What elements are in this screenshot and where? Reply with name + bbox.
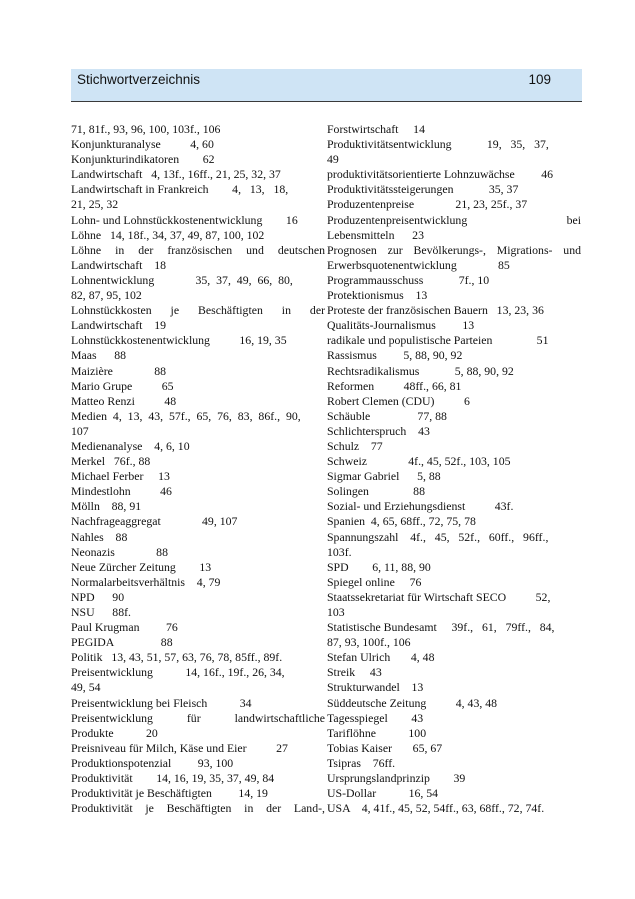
index-entry-line: Produktivitätsentwicklung 19, 35, 37, [327, 137, 549, 152]
index-entry-line: Strukturwandel 13 [327, 680, 424, 695]
index-entry-line: Spannungszahl 4f., 45, 52f., 60ff., 96ff., [327, 529, 549, 544]
index-entry-line: Matteo Renzi 48 [71, 393, 177, 408]
index-entry-line: Statistische Bundesamt 39f., 61, 79ff., 84, [327, 620, 555, 635]
index-entry-line: 103 [327, 605, 345, 619]
index-entry-line: Preisentwicklung bei Fleisch 34 [71, 695, 252, 710]
index-entry-line: Maizière 88 [71, 363, 167, 378]
index-entry-line: Süddeutsche Zeitung 4, 43, 48 [327, 695, 498, 710]
index-entry-line: Spiegel online 76 [327, 574, 422, 589]
index-entry-line: Sozial- und Erziehungsdienst 43f. [327, 499, 514, 514]
index-entry-line: Preisentwicklung 14, 16f., 19f., 26, 34, [71, 665, 285, 680]
index-entry-line: Streik 43 [327, 665, 382, 680]
index-entry-line: Lebensmitteln 23 [327, 227, 424, 242]
index-entry-line: Löhne 14, 18f., 34, 37, 49, 87, 100, 102 [71, 227, 265, 242]
index-entry-line: USA 4, 41f., 45, 52, 54ff., 63, 68ff., 72, 74f. [327, 801, 545, 816]
index-entry-line: Robert Clemen (CDU) 6 [327, 393, 470, 408]
index-entry-line: Konjunkturanalyse 4, 60 [71, 137, 214, 152]
index-entry-line: Produktionspotenzial 93, 100 [71, 755, 234, 770]
index-entry-line: Protektionismus 13 [327, 288, 428, 303]
index-entry-line: 49 [327, 152, 339, 167]
index-entry-line: Reformen 48ff., 66, 81 [327, 378, 462, 393]
index-entry-line: produktivitätsorientierte Lohnzuwächse 46 [327, 167, 554, 182]
index-entry-line: Qualitäts-Journalismus 13 [327, 318, 475, 333]
index-entry-line: Ursprungslandprinzip 39 [327, 771, 466, 786]
index-entry-line: Preisentwicklung für landwirtschaftliche [71, 710, 325, 725]
index-entry-line: Landwirtschaft 19 [71, 318, 167, 333]
index-entry-line: 82, 87, 95, 102 [71, 288, 142, 303]
index-entry-line: Tobias Kaiser 65, 67 [327, 740, 443, 755]
index-entry-line: Lohnstückkosten je Beschäftigten in der [71, 303, 325, 318]
index-entry-line: Nachfrageaggregat 49, 107 [71, 514, 238, 529]
index-entry-line: Produzentenpreise 21, 23, 25f., 37 [327, 197, 528, 212]
index-entry-line: Maas 88 [71, 348, 127, 363]
index-entry-line: Lohnentwicklung 35, 37, 49, 66, 80, [71, 272, 293, 287]
index-entry-line: 49, 54 [71, 680, 101, 695]
index-entry-line: Preisniveau für Milch, Käse und Eier 27 [71, 740, 288, 755]
index-entry-line: Neonazis 88 [71, 544, 168, 559]
index-entry-line: Paul Krugman 76 [71, 620, 178, 635]
index-entry-line: radikale und populistische Parteien 51 [327, 333, 549, 348]
index-entry-line: PEGIDA 88 [71, 635, 173, 650]
index-entry-line: Prognosen zur Bevölkerungs-, Migrations- und [327, 242, 581, 257]
index-entry-line: Tagesspiegel 43 [327, 710, 424, 725]
index-entry-line: Proteste der französischen Bauern 13, 23, 36 [327, 303, 544, 318]
index-entry-line: Schweiz 4f., 45, 52f., 103, 105 [327, 454, 511, 469]
index-entry-line: Lohnstückkostenentwicklung 16, 19, 35 [71, 333, 287, 348]
index-entry-line: Sigmar Gabriel 5, 88 [327, 469, 441, 484]
index-entry-line: Schäuble 77, 88 [327, 408, 447, 423]
index-entry-line: Neue Zürcher Zeitung 13 [71, 559, 212, 574]
index-entry-line: NSU 88f. [71, 605, 131, 619]
index-entry-line: Landwirtschaft 4, 13f., 16ff., 21, 25, 32, 37 [71, 167, 281, 182]
index-entry-line: Produktivitätssteigerungen 35, 37 [327, 182, 519, 197]
index-column-left [71, 122, 325, 816]
index-entry-line: Schulz 77 [327, 438, 383, 453]
index-entry-line: Konjunkturindikatoren 62 [71, 152, 215, 167]
index-entry-line: Tsipras 76ff. [327, 755, 396, 770]
index-entry-line: Produzentenpreisentwicklung bei [327, 212, 581, 227]
index-entry-line: Produktivität 14, 16, 19, 35, 37, 49, 84 [71, 771, 275, 786]
page-number: 109 [528, 72, 551, 87]
index-entry-line: Stefan Ulrich 4, 48 [327, 650, 435, 665]
index-entry-line: Normalarbeitsverhältnis 4, 79 [71, 574, 221, 589]
index-entry-line: Schlichterspruch 43 [327, 423, 430, 438]
index-entry-line: Landwirtschaft 18 [71, 257, 167, 272]
index-entry-line: SPD 6, 11, 88, 90 [327, 559, 431, 574]
index-column-right [327, 122, 581, 816]
index-entry-line: Politik 13, 43, 51, 57, 63, 76, 78, 85ff., 89f. [71, 650, 283, 665]
index-entry-line: Produkte 20 [71, 725, 158, 740]
index-entry-line: Landwirtschaft in Frankreich 4, 13, 18, [71, 182, 289, 197]
index-entry-line: Löhne in der französischen und deutschen [71, 242, 325, 257]
index-entry-line: 103f. [327, 544, 352, 559]
index-entry-line: Nahles 88 [71, 529, 128, 544]
index-entry-line: Medien 4, 13, 43, 57f., 65, 76, 83, 86f., 90, [71, 408, 301, 423]
index-entry-line: Produktivität je Beschäftigten in der Land-, [71, 801, 325, 816]
index-entry-line: Lohn- und Lohnstückkostenentwicklung 16 [71, 212, 298, 227]
index-entry-line: Rechtsradikalismus 5, 88, 90, 92 [327, 363, 514, 378]
index-entry-line: Tariflöhne 100 [327, 725, 427, 740]
index-entry-line: Spanien 4, 65, 68ff., 72, 75, 78 [327, 514, 476, 529]
index-entry-line: Mölln 88, 91 [71, 499, 142, 514]
index-entry-line: Produktivität je Beschäftigten 14, 19 [71, 786, 268, 801]
index-entry-line: 71, 81f., 93, 96, 100, 103f., 106 [71, 122, 221, 136]
index-entry-line: Medienanalyse 4, 6, 10 [71, 438, 190, 453]
index-entry-line: Mario Grupe 65 [71, 378, 174, 393]
index-entry-line: 87, 93, 100f., 106 [327, 635, 411, 650]
index-entry-line: 21, 25, 32 [71, 197, 119, 212]
index-entry-line: Rassismus 5, 88, 90, 92 [327, 348, 463, 363]
index-entry-line: Programmausschuss 7f., 10 [327, 272, 490, 287]
index-entry-line: Merkel 76f., 88 [71, 454, 151, 469]
running-header [71, 69, 582, 102]
index-entry-line: Erwerbsquotenentwicklung 85 [327, 257, 510, 272]
index-entry-line: Michael Ferber 13 [71, 469, 170, 484]
index-entry-line: Mindestlohn 46 [71, 484, 172, 499]
index-entry-line: Solingen 88 [327, 484, 425, 499]
index-entry-line: NPD 90 [71, 589, 125, 604]
index-entry-line: Staatssekretariat für Wirtschaft SECO 52, [327, 589, 551, 604]
index-entry-line: 107 [71, 423, 89, 438]
index-entry-line: US-Dollar 16, 54 [327, 786, 439, 801]
header-title: Stichwortverzeichnis [77, 72, 201, 87]
index-entry-line: Forstwirtschaft 14 [327, 122, 425, 136]
